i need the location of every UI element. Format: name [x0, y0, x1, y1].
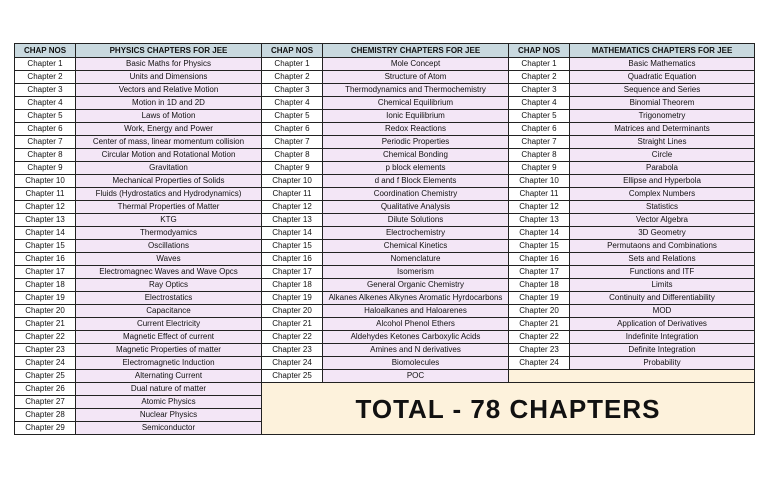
- table-row: [15, 318, 755, 331]
- mathematics-chapter-number: Chapter 16: [509, 253, 570, 266]
- chemistry-chapter-number: Chapter 9: [262, 162, 323, 175]
- mathematics-chapter-number: Chapter 4: [509, 97, 570, 110]
- table-row: [15, 188, 755, 201]
- table-row: [15, 71, 755, 84]
- chemistry-chapter-number: Chapter 7: [262, 136, 323, 149]
- chemistry-chapter-number: Chapter 8: [262, 149, 323, 162]
- physics-chapter-name: Circular Motion and Rotational Motion: [76, 149, 262, 162]
- table-row: [15, 136, 755, 149]
- chemistry-chapter-name: Alcohol Phenol Ethers: [323, 318, 509, 331]
- physics-chapter-name: Center of mass, linear momentum collision: [76, 136, 262, 149]
- physics-chapter-name: Work, Energy and Power: [76, 123, 262, 136]
- mathematics-chapter-number: Chapter 14: [509, 227, 570, 240]
- chemistry-chapter-number: Chapter 2: [262, 71, 323, 84]
- physics-chapter-number: Chapter 12: [15, 201, 76, 214]
- mathematics-chapter-number: Chapter 17: [509, 266, 570, 279]
- table-row: [15, 123, 755, 136]
- physics-chapter-name: Thermodyamics: [76, 227, 262, 240]
- physics-chapter-number: Chapter 23: [15, 344, 76, 357]
- chemistry-chapter-name: General Organic Chemistry: [323, 279, 509, 292]
- mathematics-chapter-number: Chapter 20: [509, 305, 570, 318]
- physics-chapter-name: KTG: [76, 214, 262, 227]
- chemistry-chapter-name: Isomerism: [323, 266, 509, 279]
- physics-chapter-name: Units and Dimensions: [76, 71, 262, 84]
- physics-chapter-number: Chapter 24: [15, 357, 76, 370]
- table-row: [15, 214, 755, 227]
- chemistry-chapter-name: Alkanes Alkenes Alkynes Aromatic Hyrdocarbons: [323, 292, 509, 305]
- physics-chap-nos-header: CHAP NOS: [15, 44, 76, 58]
- physics-chapter-name: Atomic Physics: [76, 396, 262, 409]
- physics-chapter-number: Chapter 17: [15, 266, 76, 279]
- chemistry-chapter-name: Chemical Equilibrium: [323, 97, 509, 110]
- physics-chapter-name: Electromagnec Waves and Wave Opcs: [76, 266, 262, 279]
- physics-chapter-number: Chapter 20: [15, 305, 76, 318]
- table-row: [15, 175, 755, 188]
- mathematics-chapter-number: Chapter 10: [509, 175, 570, 188]
- chemistry-chapter-name: Haloalkanes and Haloarenes: [323, 305, 509, 318]
- physics-chapter-name: Semiconductor: [76, 422, 262, 435]
- physics-chapter-name: Thermal Properties of Matter: [76, 201, 262, 214]
- table-row: [15, 201, 755, 214]
- mathematics-empty-cell: [509, 370, 755, 383]
- mathematics-chapter-name: Functions and ITF: [570, 266, 755, 279]
- physics-chapter-number: Chapter 1: [15, 58, 76, 71]
- mathematics-chapter-name: Limits: [570, 279, 755, 292]
- mathematics-chapter-name: Ellipse and Hyperbola: [570, 175, 755, 188]
- mathematics-chapter-name: Vector Algebra: [570, 214, 755, 227]
- chemistry-chapter-name: Mole Concept: [323, 58, 509, 71]
- physics-chapter-number: Chapter 3: [15, 84, 76, 97]
- table-row: [15, 292, 755, 305]
- physics-chapter-number: Chapter 14: [15, 227, 76, 240]
- chemistry-chapter-name: Periodic Properties: [323, 136, 509, 149]
- mathematics-chapter-name: Application of Derivatives: [570, 318, 755, 331]
- mathematics-chapter-name: Quadratic Equation: [570, 71, 755, 84]
- physics-header: PHYSICS CHAPTERS FOR JEE: [76, 44, 262, 58]
- table-row: [15, 97, 755, 110]
- chemistry-chapter-name: Amines and N derivatives: [323, 344, 509, 357]
- physics-chapter-name: Basic Maths for Physics: [76, 58, 262, 71]
- physics-chapter-number: Chapter 16: [15, 253, 76, 266]
- mathematics-chapter-number: Chapter 2: [509, 71, 570, 84]
- physics-chapter-name: Current Electricity: [76, 318, 262, 331]
- physics-chapter-name: Laws of Motion: [76, 110, 262, 123]
- mathematics-chapter-name: Complex Numbers: [570, 188, 755, 201]
- chemistry-chapter-name: Chemical Kinetics: [323, 240, 509, 253]
- mathematics-chapter-number: Chapter 13: [509, 214, 570, 227]
- physics-chapter-name: Gravitation: [76, 162, 262, 175]
- mathematics-chapter-name: Sets and Relations: [570, 253, 755, 266]
- physics-chapter-number: Chapter 6: [15, 123, 76, 136]
- physics-chapter-number: Chapter 9: [15, 162, 76, 175]
- table-row: [15, 227, 755, 240]
- physics-chapter-number: Chapter 11: [15, 188, 76, 201]
- physics-chapter-number: Chapter 10: [15, 175, 76, 188]
- chapters-table: [14, 43, 755, 435]
- mathematics-chapter-name: Parabola: [570, 162, 755, 175]
- chemistry-chapter-name: Coordination Chemistry: [323, 188, 509, 201]
- table-row: [15, 305, 755, 318]
- mathematics-chapter-name: Continuity and Differentiability: [570, 292, 755, 305]
- physics-chapter-number: Chapter 22: [15, 331, 76, 344]
- chemistry-chapter-number: Chapter 22: [262, 331, 323, 344]
- mathematics-chapter-name: Permutaons and Combinations: [570, 240, 755, 253]
- chemistry-chap-nos-header: CHAP NOS: [262, 44, 323, 58]
- mathematics-chapter-number: Chapter 19: [509, 292, 570, 305]
- physics-chapter-name: Waves: [76, 253, 262, 266]
- physics-chapter-number: Chapter 2: [15, 71, 76, 84]
- chemistry-chapter-number: Chapter 19: [262, 292, 323, 305]
- chemistry-chapter-number: Chapter 12: [262, 201, 323, 214]
- chemistry-chapter-number: Chapter 21: [262, 318, 323, 331]
- table-row: [15, 162, 755, 175]
- mathematics-chapter-number: Chapter 3: [509, 84, 570, 97]
- physics-chapter-name: Magnetic Properties of matter: [76, 344, 262, 357]
- physics-chapter-name: Vectors and Relative Motion: [76, 84, 262, 97]
- mathematics-chapter-name: Circle: [570, 149, 755, 162]
- mathematics-chapter-name: Matrices and Determinants: [570, 123, 755, 136]
- physics-chapter-name: Fluids (Hydrostatics and Hydrodynamics): [76, 188, 262, 201]
- chemistry-chapter-number: Chapter 3: [262, 84, 323, 97]
- mathematics-header: MATHEMATICS CHAPTERS FOR JEE: [570, 44, 755, 58]
- physics-chapter-name: Nuclear Physics: [76, 409, 262, 422]
- physics-chapter-name: Dual nature of matter: [76, 383, 262, 396]
- table-row: [15, 84, 755, 97]
- chemistry-chapter-number: Chapter 4: [262, 97, 323, 110]
- physics-chapter-number: Chapter 26: [15, 383, 76, 396]
- mathematics-chapter-number: Chapter 8: [509, 149, 570, 162]
- physics-chapter-number: Chapter 28: [15, 409, 76, 422]
- mathematics-chap-nos-header: CHAP NOS: [509, 44, 570, 58]
- chemistry-chapter-name: Redox Reactions: [323, 123, 509, 136]
- header-row: [15, 44, 755, 58]
- mathematics-chapter-name: Straight Lines: [570, 136, 755, 149]
- chemistry-chapter-name: p block elements: [323, 162, 509, 175]
- mathematics-chapter-number: Chapter 9: [509, 162, 570, 175]
- mathematics-chapter-name: Probability: [570, 357, 755, 370]
- chemistry-chapter-number: Chapter 25: [262, 370, 323, 383]
- chemistry-chapter-name: Structure of Atom: [323, 71, 509, 84]
- physics-chapter-number: Chapter 13: [15, 214, 76, 227]
- mathematics-chapter-name: MOD: [570, 305, 755, 318]
- table-row: [15, 240, 755, 253]
- physics-chapter-name: Electromagnetic Induction: [76, 357, 262, 370]
- physics-chapter-number: Chapter 7: [15, 136, 76, 149]
- mathematics-chapter-number: Chapter 22: [509, 331, 570, 344]
- table-row: [15, 253, 755, 266]
- chemistry-chapter-name: Electrochemistry: [323, 227, 509, 240]
- physics-chapter-number: Chapter 19: [15, 292, 76, 305]
- physics-chapter-name: Oscillations: [76, 240, 262, 253]
- chemistry-chapter-number: Chapter 23: [262, 344, 323, 357]
- chapter-sheet: [14, 43, 755, 435]
- mathematics-chapter-number: Chapter 7: [509, 136, 570, 149]
- mathematics-chapter-name: Definite Integration: [570, 344, 755, 357]
- physics-chapter-number: Chapter 15: [15, 240, 76, 253]
- physics-chapter-name: Electrostatics: [76, 292, 262, 305]
- table-row: [15, 331, 755, 344]
- mathematics-chapter-name: Trigonometry: [570, 110, 755, 123]
- mathematics-chapter-number: Chapter 21: [509, 318, 570, 331]
- chemistry-chapter-number: Chapter 20: [262, 305, 323, 318]
- mathematics-chapter-number: Chapter 12: [509, 201, 570, 214]
- chemistry-chapter-number: Chapter 24: [262, 357, 323, 370]
- chemistry-chapter-name: d and f Block Elements: [323, 175, 509, 188]
- physics-chapter-number: Chapter 21: [15, 318, 76, 331]
- chemistry-chapter-name: Biomolecules: [323, 357, 509, 370]
- chemistry-chapter-name: Ionic Equilibrium: [323, 110, 509, 123]
- chemistry-chapter-number: Chapter 10: [262, 175, 323, 188]
- table-row: [15, 357, 755, 370]
- chemistry-chapter-number: Chapter 14: [262, 227, 323, 240]
- mathematics-chapter-number: Chapter 6: [509, 123, 570, 136]
- chemistry-header: CHEMISTRY CHAPTERS FOR JEE: [323, 44, 509, 58]
- physics-chapter-number: Chapter 18: [15, 279, 76, 292]
- chemistry-chapter-name: Qualitative Analysis: [323, 201, 509, 214]
- chemistry-chapter-name: Nomenclature: [323, 253, 509, 266]
- table-row: [15, 266, 755, 279]
- physics-chapter-number: Chapter 27: [15, 396, 76, 409]
- table-row: [15, 58, 755, 71]
- table-row: [15, 383, 755, 396]
- mathematics-chapter-name: Basic Mathematics: [570, 58, 755, 71]
- chemistry-chapter-number: Chapter 5: [262, 110, 323, 123]
- physics-chapter-number: Chapter 4: [15, 97, 76, 110]
- table-row: [15, 370, 755, 383]
- mathematics-chapter-name: Binomial Theorem: [570, 97, 755, 110]
- chemistry-chapter-number: Chapter 18: [262, 279, 323, 292]
- mathematics-chapter-number: Chapter 11: [509, 188, 570, 201]
- chemistry-chapter-number: Chapter 6: [262, 123, 323, 136]
- mathematics-chapter-name: Statistics: [570, 201, 755, 214]
- chemistry-chapter-name: Thermodynamics and Thermochemistry: [323, 84, 509, 97]
- table-row: [15, 149, 755, 162]
- total-chapters-banner: TOTAL - 78 CHAPTERS: [262, 383, 755, 435]
- chemistry-chapter-name: Chemical Bonding: [323, 149, 509, 162]
- chemistry-chapter-number: Chapter 1: [262, 58, 323, 71]
- physics-chapter-number: Chapter 8: [15, 149, 76, 162]
- table-row: [15, 344, 755, 357]
- table-row: [15, 279, 755, 292]
- mathematics-chapter-number: Chapter 24: [509, 357, 570, 370]
- chemistry-chapter-name: Dilute Solutions: [323, 214, 509, 227]
- chemistry-chapter-number: Chapter 11: [262, 188, 323, 201]
- mathematics-chapter-number: Chapter 18: [509, 279, 570, 292]
- physics-chapter-number: Chapter 29: [15, 422, 76, 435]
- mathematics-chapter-number: Chapter 1: [509, 58, 570, 71]
- physics-chapter-name: Capacitance: [76, 305, 262, 318]
- chemistry-chapter-number: Chapter 17: [262, 266, 323, 279]
- mathematics-chapter-name: Indefinite Integration: [570, 331, 755, 344]
- physics-chapter-number: Chapter 25: [15, 370, 76, 383]
- mathematics-chapter-number: Chapter 23: [509, 344, 570, 357]
- mathematics-chapter-name: Sequence and Series: [570, 84, 755, 97]
- chemistry-chapter-name: POC: [323, 370, 509, 383]
- physics-chapter-name: Magnetic Effect of current: [76, 331, 262, 344]
- table-body: [15, 58, 755, 435]
- physics-chapter-name: Motion in 1D and 2D: [76, 97, 262, 110]
- physics-chapter-name: Mechanical Properties of Solids: [76, 175, 262, 188]
- chemistry-chapter-name: Aldehydes Ketones Carboxylic Acids: [323, 331, 509, 344]
- physics-chapter-number: Chapter 5: [15, 110, 76, 123]
- chemistry-chapter-number: Chapter 15: [262, 240, 323, 253]
- table-row: [15, 110, 755, 123]
- physics-chapter-name: Ray Optics: [76, 279, 262, 292]
- chemistry-chapter-number: Chapter 13: [262, 214, 323, 227]
- mathematics-chapter-number: Chapter 15: [509, 240, 570, 253]
- chemistry-chapter-number: Chapter 16: [262, 253, 323, 266]
- physics-chapter-name: Alternating Current: [76, 370, 262, 383]
- mathematics-chapter-number: Chapter 5: [509, 110, 570, 123]
- mathematics-chapter-name: 3D Geometry: [570, 227, 755, 240]
